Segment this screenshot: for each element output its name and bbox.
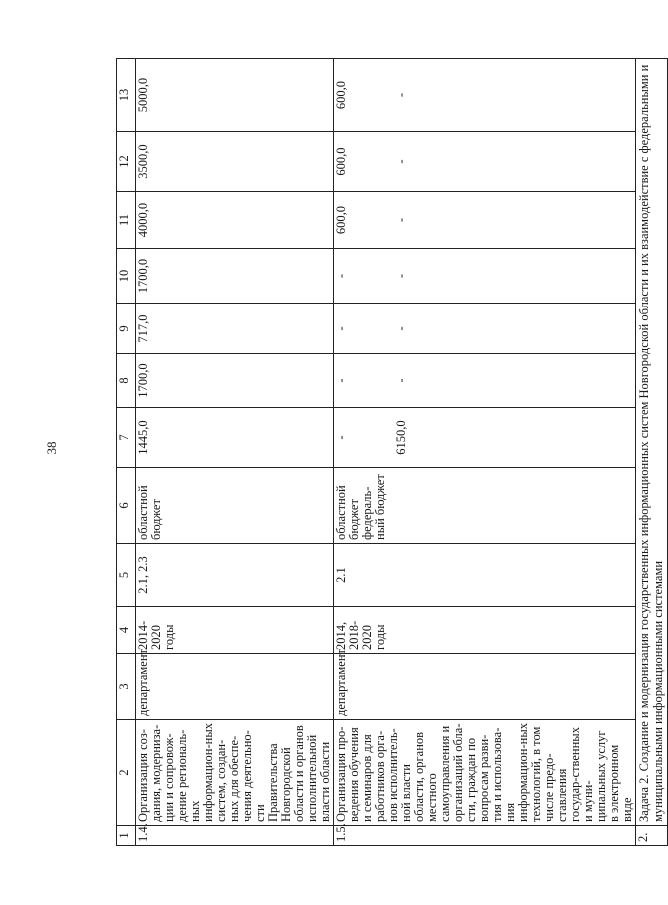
amount-regional: - — [334, 378, 348, 383]
amount-regional: - — [334, 273, 348, 279]
amount-regional: - — [334, 326, 348, 331]
target-indicators: 2.1, 2.3 — [136, 544, 334, 607]
funding-sources — [334, 468, 636, 544]
executor: департамент — [334, 654, 636, 720]
amount-federal: - — [394, 378, 408, 383]
activity-description: Организация про-ведения обучения и семинаров для работников орга-нов исполнитель-ной власти области, органов местного самоуправления и организаций обла-сти, граждан по вопросам разви-тия и использова-ния информацион-ных технологий, в том числе предо-ставления государ-ственных и муни-ципальных услуг в электронном виде — [334, 720, 636, 826]
col-header: 4 — [117, 607, 136, 654]
table-row — [334, 59, 636, 846]
col-header: 12 — [117, 132, 136, 192]
column-numbers-row — [117, 59, 136, 846]
amount-2019: 3500,0 — [136, 132, 334, 192]
row-number: 1.4. — [136, 826, 334, 846]
page-number: 38 — [44, 441, 59, 455]
amount-2016 — [334, 304, 636, 354]
amount-2014 — [334, 408, 636, 468]
amount-2014: 1445,0 — [136, 408, 334, 468]
col-header: 10 — [117, 249, 136, 304]
col-header: 1 — [117, 826, 136, 846]
funding-source: областной бюджет — [334, 485, 361, 540]
amount-2018 — [334, 192, 636, 249]
amount-federal: - — [394, 159, 408, 164]
period: 2014, 2018-2020 годы — [334, 607, 636, 654]
funding-source: областной бюджет — [136, 468, 334, 544]
program-table-sheet — [116, 59, 665, 846]
amount-2016: 717,0 — [136, 304, 334, 354]
col-header: 2 — [117, 720, 136, 826]
col-header: 8 — [117, 354, 136, 408]
amount-2015 — [334, 354, 636, 408]
task-title: Задача 2. Создание и модернизация государственных информационных систем Новгородской области и их взаимодействие с федеральными и муниципальными информационными системами — [636, 59, 668, 826]
col-header: 13 — [117, 59, 136, 132]
table-row — [136, 59, 334, 846]
amount-2019 — [334, 132, 636, 192]
program-activities-table — [116, 58, 668, 846]
amount-2020 — [334, 59, 636, 132]
col-header: 6 — [117, 468, 136, 544]
amount-2020: 5000,0 — [136, 59, 334, 132]
amount-regional: 600,0 — [334, 147, 348, 176]
funding-source: федераль-ный бюджет — [360, 474, 387, 540]
amount-regional: - — [334, 435, 348, 440]
amount-federal: 6150,0 — [394, 420, 408, 455]
col-header: 11 — [117, 192, 136, 249]
amount-2017 — [334, 249, 636, 304]
executor: департамент — [136, 654, 334, 720]
amount-federal: - — [394, 273, 408, 279]
period: 2014-2020 годы — [136, 607, 334, 654]
task-row — [636, 59, 668, 846]
amount-federal: - — [394, 217, 408, 223]
amount-federal: - — [394, 326, 408, 331]
amount-2017: 1700,0 — [136, 249, 334, 304]
col-header: 5 — [117, 544, 136, 607]
amount-federal: - — [394, 92, 408, 98]
amount-regional: 600,0 — [334, 205, 348, 235]
amount-2015: 1700,0 — [136, 354, 334, 408]
col-header: 7 — [117, 408, 136, 468]
col-header: 9 — [117, 304, 136, 354]
amount-2018: 4000,0 — [136, 192, 334, 249]
amount-regional: 600,0 — [334, 80, 348, 110]
col-header: 3 — [117, 654, 136, 720]
target-indicators: 2.1 — [334, 544, 636, 607]
row-number: 1.5. — [334, 826, 636, 846]
activity-description: Организация соз-дания, модерниза-ции и сопровож-дение региональ-ных информацион-ных систем, создан-ных для обеспе-чения деятельно-сти Правительства Новгородской области и органов исполнительной власти области — [136, 720, 334, 826]
task-number: 2. — [636, 826, 668, 846]
